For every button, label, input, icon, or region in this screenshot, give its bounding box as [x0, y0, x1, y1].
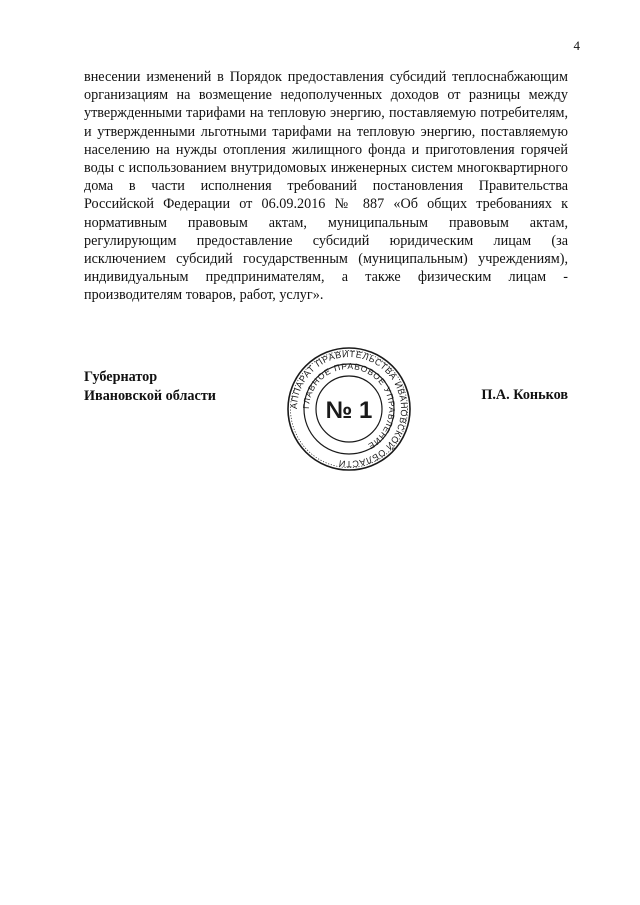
seal-outer-text: АППАРАТ ПРАВИТЕЛЬСТВА ИВАНОВСКОЙ ОБЛАСТИ: [288, 348, 410, 470]
seal-center-text: № 1: [325, 397, 373, 424]
signatory-title: [84, 368, 216, 405]
body-paragraph: внесении изменений в Порядок предоставления субсидий теплоснабжающим организациям на возмещение недополученных доходов от разницы между утвержденными тарифами на тепловую энергию, поставляемую потребителям, и утвержденными льготными тарифами на тепловую энергию, поставляемую населению на нужды отопления жилищного фонда и приготовления горячей воды с использованием внутридомовых инженерных систем многоквартирного дома в части исполнения требований постановления Правительства Российской Федерации от 06.09.2016 № 887 «Об общих требованиях к нормативным правовым актам, муниципальным правовым актам, регулирующим предоставление субсидий юридическим лицам (за исключением субсидий государственным (муниципальным) учреждениям), индивидуальным предпринимателям, а также физическим лицам - производителям товаров, работ, услуг».: [84, 69, 568, 304]
official-seal-stamp: [286, 346, 412, 472]
signatory-title-line2: Ивановской области: [84, 387, 216, 404]
page-number: 4: [573, 38, 580, 53]
seal-inner-text: ГЛАВНОЕ ПРАВОВОЕ УПРАВЛЕНИЕ: [300, 360, 398, 452]
signatory-title-line1: Губернатор: [84, 369, 158, 385]
signature-block: [84, 348, 568, 470]
signatory-name: П.А. Коньков: [481, 387, 568, 403]
